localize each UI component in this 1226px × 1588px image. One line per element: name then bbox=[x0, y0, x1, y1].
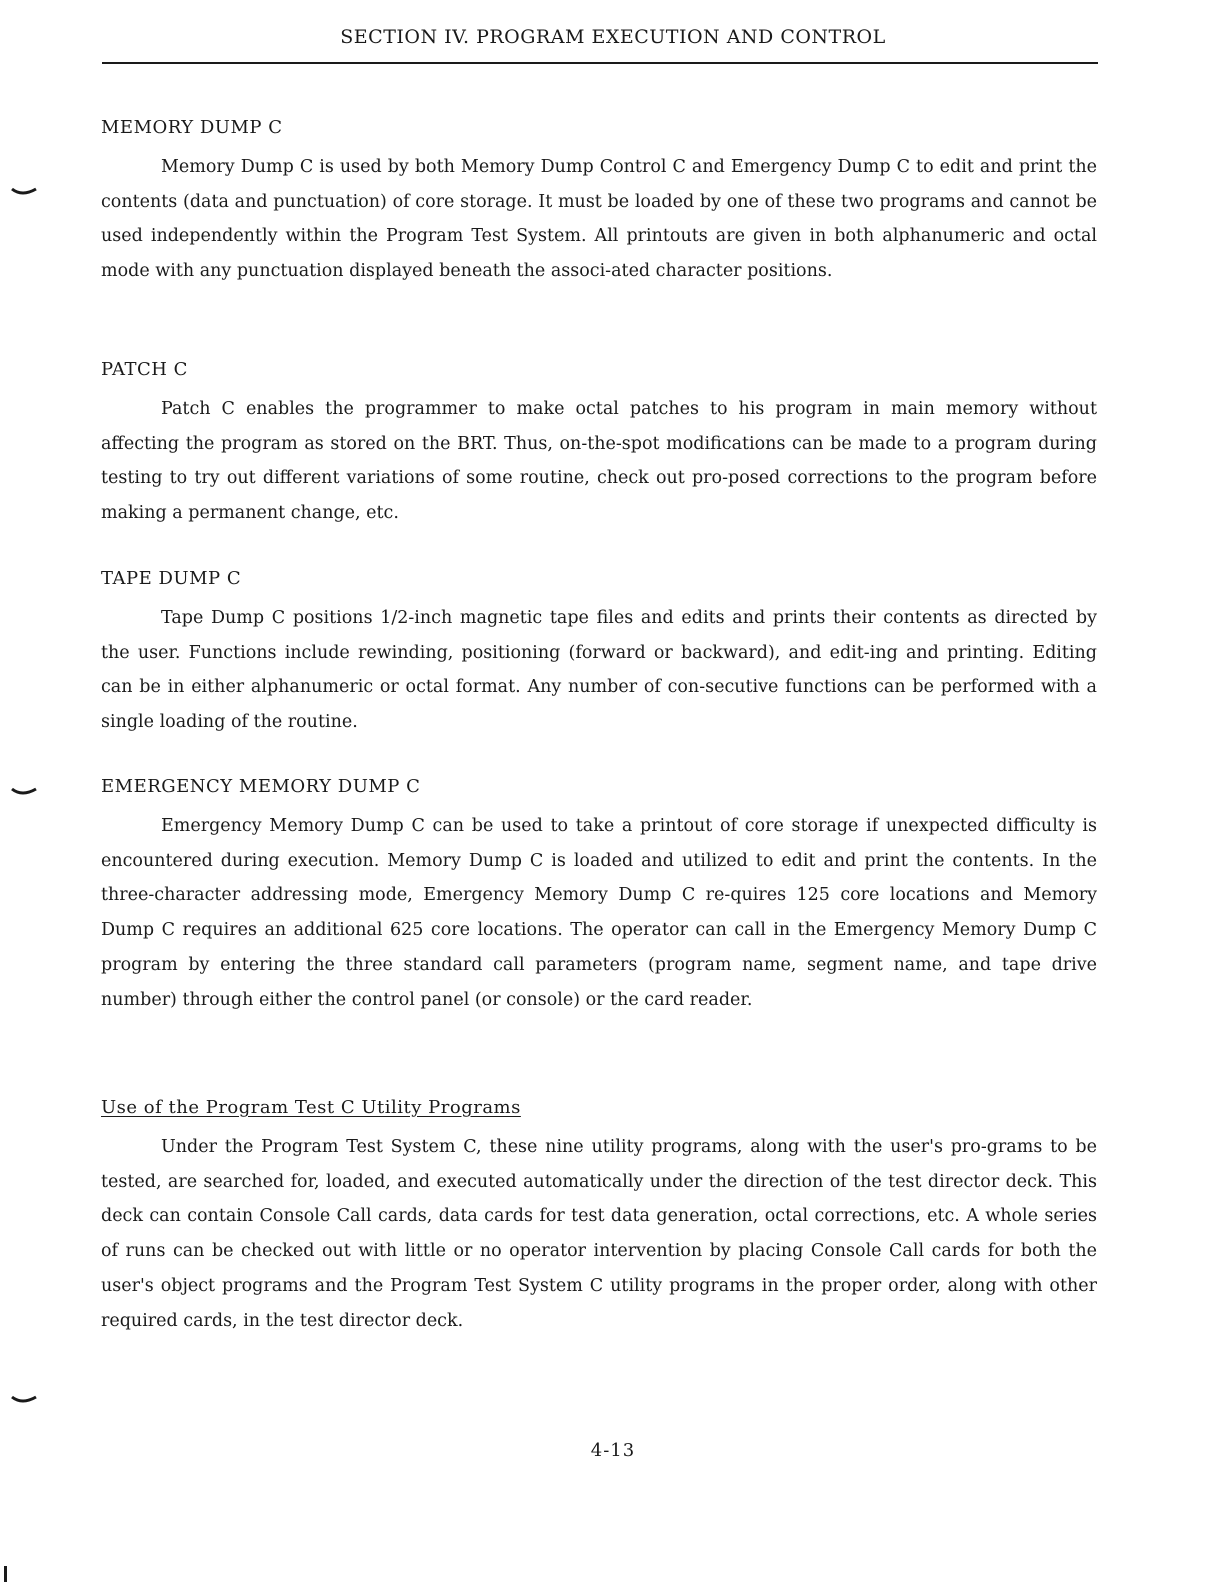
section-paragraph: Tape Dump C positions 1/2-inch magnetic tape files and edits and prints their contents as directed by the user. Functions include rewinding, positioning (forward or backward), and edit-ing and printing. Editing can be in either alphanumeric or octal format. Any number of con-secutive functions can be performed with a single loading of the routine. bbox=[101, 608, 1097, 733]
scan-edge-mark bbox=[4, 1566, 7, 1582]
section-heading: PATCH C bbox=[101, 359, 188, 380]
section-paragraph: Emergency Memory Dump C can be used to take a printout of core storage if unexpected difficulty is encountered during execution. Memory Dump C is loaded and utilized to edit and print the contents. In the three-character addressing mode, Emergency Memory Dump C re-quires 125 core locations and Memory Dump C requires an additional 625 core locations. The operator can call in the Emergency Memory Dump C program by entering the three standard call parameters (program name, segment name, and tape drive number) through either the control panel (or console) or the card reader. bbox=[101, 816, 1097, 1010]
section-paragraph: Under the Program Test System C, these nine utility programs, along with the user's pro-grams to be tested, are searched for, loaded, and executed automatically under the direction of the test director deck. This deck can contain Console Call cards, data cards for test data generation, octal corrections, etc. A whole series of runs can be checked out with little or no operator intervention by placing Console Call cards for both the user's object programs and the Program Test System C utility programs in the proper order, along with other required cards, in the test director deck. bbox=[101, 1137, 1097, 1331]
section-paragraph: Memory Dump C is used by both Memory Dump Control C and Emergency Dump C to edit and print the contents (data and punctuation) of core storage. It must be loaded by one of these two programs and cannot be used independently within the Program Test System. All printouts are given in both alphanumeric and octal mode with any punctuation displayed beneath the associ-ated character positions. bbox=[101, 157, 1097, 282]
page-number: 4-13 bbox=[590, 1440, 636, 1461]
section-utility-programs-usage bbox=[101, 1096, 1097, 1338]
section-heading: MEMORY DUMP C bbox=[101, 117, 283, 138]
margin-check-mark bbox=[10, 186, 38, 198]
section-patch-c bbox=[101, 358, 1097, 531]
margin-check-mark bbox=[10, 786, 38, 798]
section-tape-dump-c bbox=[101, 567, 1097, 740]
section-heading: TAPE DUMP C bbox=[101, 568, 242, 589]
section-paragraph: Patch C enables the programmer to make octal patches to his program in main memory without affecting the program as stored on the BRT. Thus, on-the-spot modifications can be made to a program during testing to try out different variations of some routine, check out pro-posed corrections to the program before making a permanent change, etc. bbox=[101, 399, 1097, 524]
section-heading: Use of the Program Test C Utility Programs bbox=[101, 1097, 521, 1118]
margin-check-mark bbox=[10, 1394, 38, 1406]
section-heading: EMERGENCY MEMORY DUMP C bbox=[101, 776, 421, 797]
section-memory-dump-c bbox=[101, 116, 1097, 289]
section-emergency-memory-dump-c bbox=[101, 775, 1097, 1017]
header-rule bbox=[102, 62, 1098, 64]
running-header: SECTION IV. PROGRAM EXECUTION AND CONTROL bbox=[340, 26, 886, 48]
